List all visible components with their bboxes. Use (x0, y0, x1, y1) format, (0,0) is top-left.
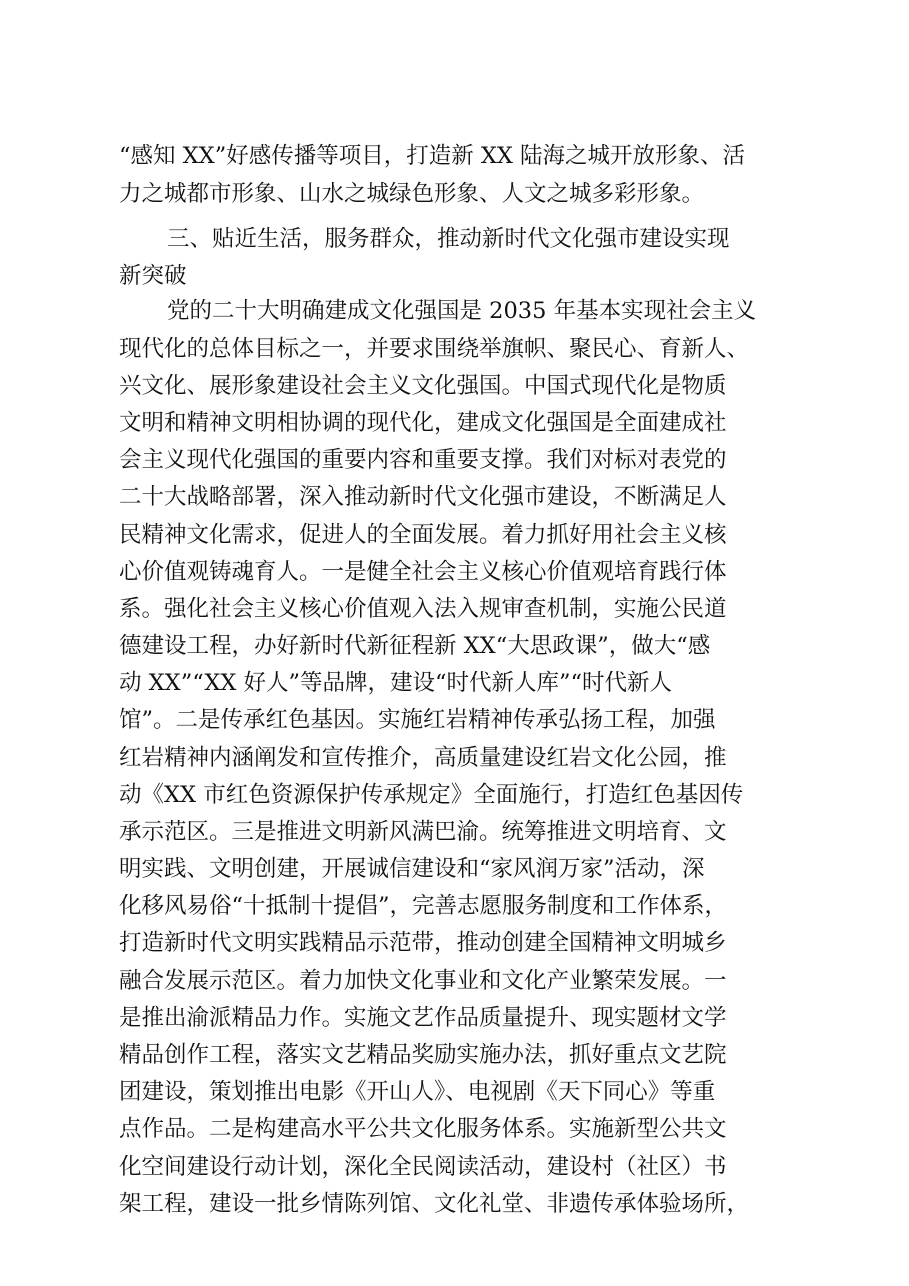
paragraph-line: 德建设工程，办好新时代新征程新 XX“大思政课”，做大“感 (119, 633, 711, 659)
paragraph-line: 承示范区。三是推进文明新风满巴渝。统筹推进文明培育、文 (119, 819, 727, 845)
paragraph-line: 二十大战略部署，深入推动新时代文化强市建设，不断满足人 (119, 484, 727, 510)
section-heading-line: 三、贴近生活，服务群众，推动新时代文化强市建设实现 (167, 226, 730, 252)
paragraph-line: 明实践、文明创建，开展诚信建设和“家风润万家”活动，深 (119, 856, 705, 882)
paragraph-line: “感知 XX”好感传播等项目，打造新 XX 陆海之城开放形象、活 (119, 143, 746, 169)
paragraph-line: 点作品。二是构建高水平公共文化服务体系。实施新型公共文 (119, 1116, 727, 1142)
paragraph-line: 兴文化、展形象建设社会主义文化强国。中国式现代化是物质 (119, 373, 727, 399)
paragraph-line: 动 XX”“XX 好人”等品牌，建设“时代新人库”“时代新人 (119, 670, 673, 696)
paragraph-line: 馆”。二是传承红色基因。实施红岩精神传承弘扬工程，加强 (119, 707, 716, 733)
paragraph-line: 民精神文化需求，促进人的全面发展。着力抓好用社会主义核 (119, 522, 727, 548)
paragraph-line: 架工程，建设一批乡情陈列馆、文化礼堂、非遗传承体验场所， (119, 1191, 750, 1217)
paragraph-line: 化空间建设行动计划，深化全民阅读活动，建设村（社区）书 (119, 1154, 727, 1180)
paragraph-line: 化移风易俗“十抵制十提倡”，完善志愿服务制度和工作体系， (119, 893, 728, 919)
paragraph-line: 团建设，策划推出电影《开山人》、电视剧《天下同心》等重 (119, 1079, 716, 1105)
paragraph-line: 系。强化社会主义核心价值观入法入规审查机制，实施公民道 (119, 596, 727, 622)
paragraph-line: 文明和精神文明相协调的现代化，建成文化强国是全面建成社 (119, 410, 727, 436)
paragraph-line: 精品创作工程，落实文艺精品奖励实施办法，抓好重点文艺院 (119, 1042, 727, 1068)
section-heading-line: 新突破 (119, 263, 187, 289)
paragraph-line: 党的二十大明确建成文化强国是 2035 年基本实现社会主义 (167, 298, 757, 324)
paragraph-line: 打造新时代文明实践精品示范带，推动创建全国精神文明城乡 (119, 930, 727, 956)
paragraph-line: 融合发展示范区。着力加快文化事业和文化产业繁荣发展。一 (119, 968, 727, 994)
paragraph-line: 力之城都市形象、山水之城绿色形象、人文之城多彩形象。 (119, 181, 705, 207)
paragraph-line: 心价值观铸魂育人。一是健全社会主义核心价值观培育践行体 (119, 559, 727, 585)
paragraph-line: 现代化的总体目标之一，并要求围绕举旗帜、聚民心、育新人、 (119, 336, 750, 362)
paragraph-line: 动《XX 市红色资源保护传承规定》全面施行，打造红色基因传 (119, 782, 744, 808)
paragraph-line: 红岩精神内涵阐发和宣传推介，高质量建设红岩文化公园，推 (119, 745, 727, 771)
paragraph-line: 是推出渝派精品力作。实施文艺作品质量提升、现实题材文学 (119, 1005, 727, 1031)
paragraph-line: 会主义现代化强国的重要内容和重要支撑。我们对标对表党的 (119, 447, 727, 473)
